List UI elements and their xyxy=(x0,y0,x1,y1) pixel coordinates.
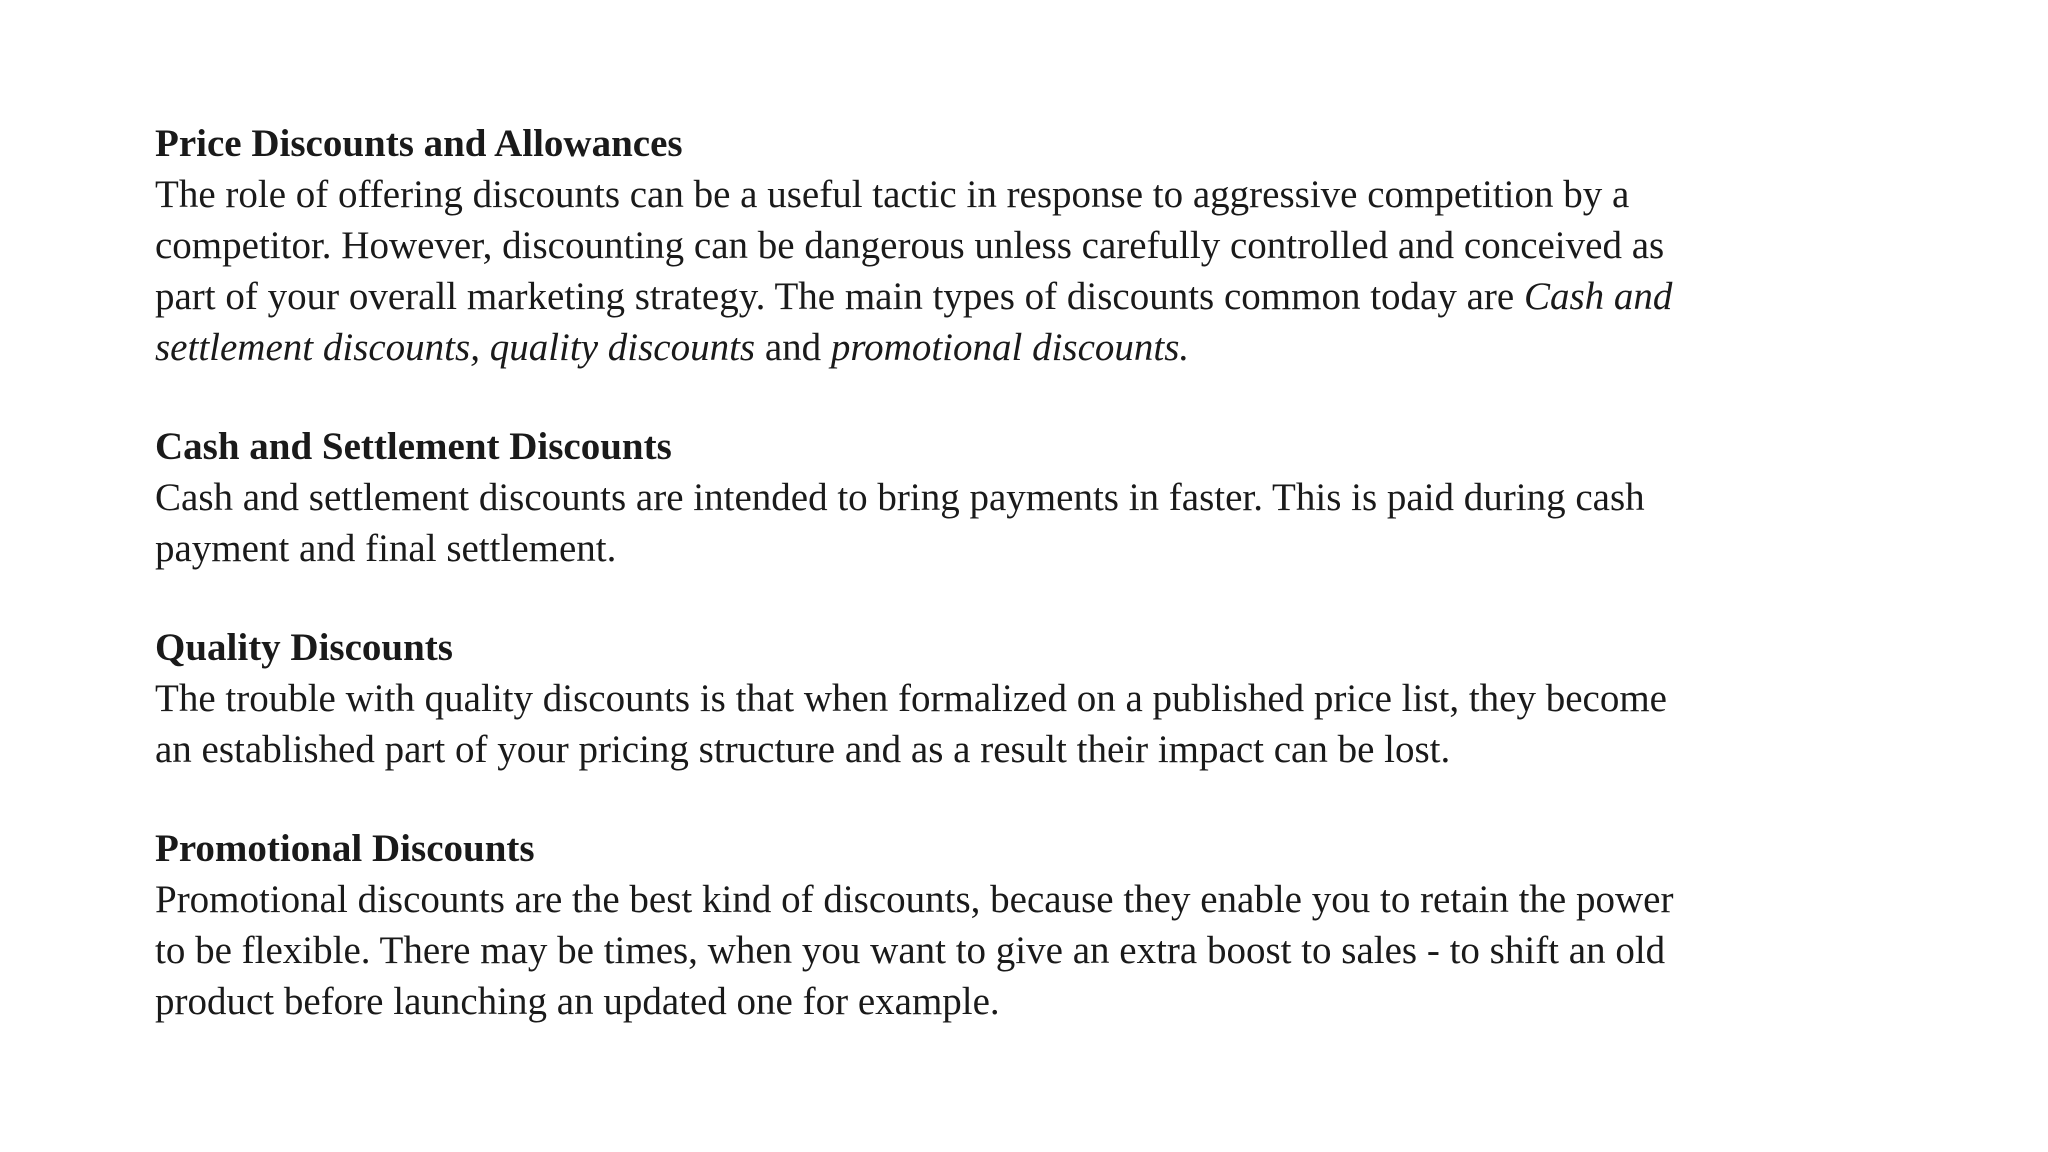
section-promotional-discounts xyxy=(155,823,1895,1027)
section-heading: Promotional Discounts xyxy=(155,827,535,870)
paragraph-line: competitor. However, discounting can be dangerous unless carefully controlled and conceived as xyxy=(155,224,1665,267)
section-heading: Price Discounts and Allowances xyxy=(155,122,683,165)
paragraph-line: payment and final settlement. xyxy=(155,527,617,570)
paragraph-text: and xyxy=(755,326,831,369)
section-paragraph xyxy=(155,874,1895,1027)
section-quality-discounts xyxy=(155,622,1895,775)
paragraph-line xyxy=(155,322,1895,373)
paragraph-line: Promotional discounts are the best kind of discounts, because they enable you to retain the power xyxy=(155,878,1674,921)
italic-text: promotional discounts. xyxy=(830,326,1190,369)
section-price-discounts xyxy=(155,118,1895,373)
paragraph-line: Cash and settlement discounts are intended to bring payments in faster. This is paid during cash xyxy=(155,476,1645,519)
italic-text: Cash and xyxy=(1523,275,1673,318)
paragraph-line: The role of offering discounts can be a useful tactic in response to aggressive competition by a xyxy=(155,173,1630,216)
paragraph-line: to be flexible. There may be times, when you want to give an extra boost to sales - to shift an old xyxy=(155,929,1666,972)
section-paragraph xyxy=(155,673,1895,775)
paragraph-line: The trouble with quality discounts is that when formalized on a published price list, they become xyxy=(155,677,1667,720)
italic-text: settlement discounts, quality discounts xyxy=(155,326,756,369)
section-cash-settlement xyxy=(155,421,1895,574)
section-paragraph xyxy=(155,472,1895,574)
section-paragraph xyxy=(155,169,1895,373)
paragraph-text: part of your overall marketing strategy. The main types of discounts common today are xyxy=(155,275,1524,318)
document-page xyxy=(155,118,1895,1027)
section-heading: Quality Discounts xyxy=(155,626,453,669)
paragraph-line: an established part of your pricing structure and as a result their impact can be lost. xyxy=(155,728,1451,771)
paragraph-line xyxy=(155,271,1895,322)
paragraph-line: product before launching an updated one for example. xyxy=(155,980,1000,1023)
section-heading: Cash and Settlement Discounts xyxy=(155,425,672,468)
